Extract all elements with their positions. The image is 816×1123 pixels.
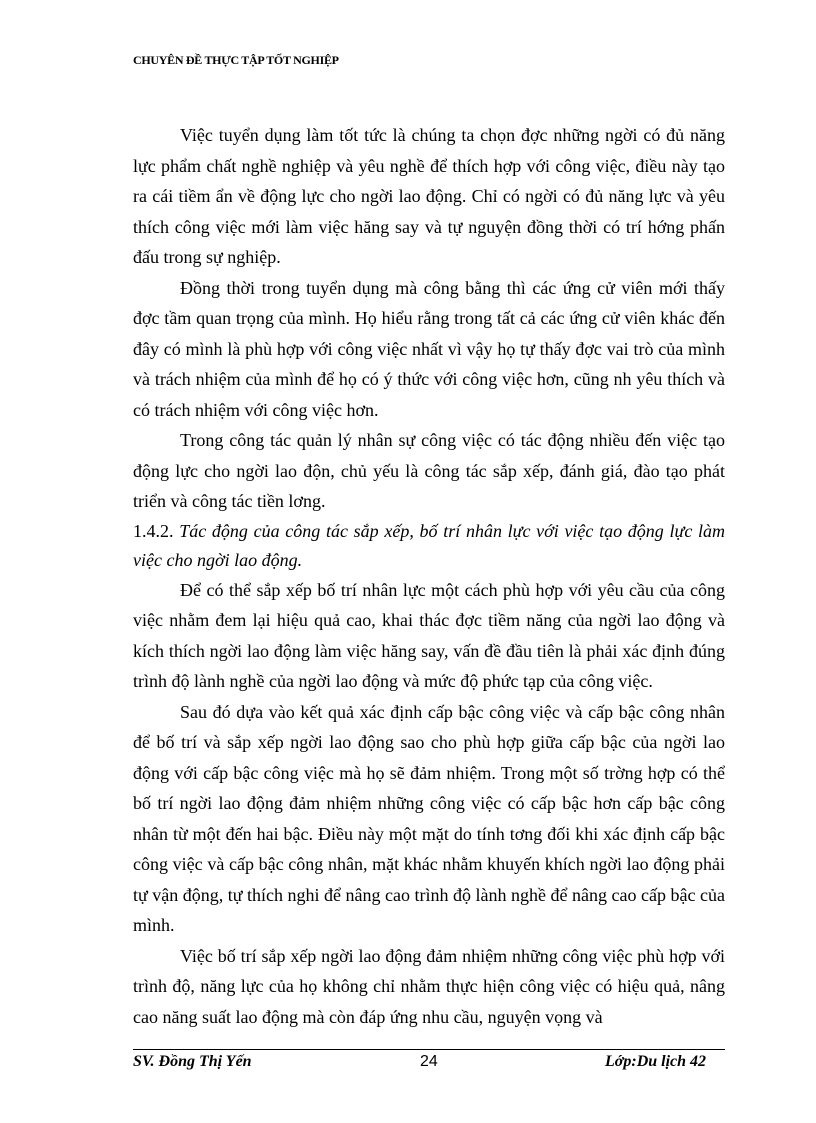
- paragraph: Đồng thời trong tuyển dụng mà công bằng thì các ứng cử viên mới thấy đợc tầm quan trọng của mình. Họ hiểu rằng trong tất cả các ứng cử viên khác đến đây có mình là phù hợp với công việc nhất vì vậy họ tự thấy đợc vai trò của mình và trách nhiệm của mình để họ có ý thức với công việc hơn, cũng nh yêu thích và có trách nhiệm với công việc hơn.: [133, 277, 725, 420]
- document-body: [133, 120, 725, 1032]
- footer-divider: [133, 1049, 725, 1050]
- paragraph: Trong công tác quản lý nhân sự công việc có tác động nhiều đến việc tạo động lực cho ngời lao độn, chủ yếu là công tác sắp xếp, đánh giá, đào tạo phát triển và công tác tiền lơng.: [133, 430, 725, 511]
- paragraph: Sau đó dựa vào kết quả xác định cấp bậc công việc và cấp bậc công nhân để bố trí và sắp xếp ngời lao động sao cho phù hợp giữa cấp bậc của ngời lao động với cấp bậc công việc mà họ sẽ đảm nhiệm. Trong một số trờng hợp có thể bố trí ngời lao động đảm nhiệm những công việc có cấp bậc hơn cấp bậc công nhân từ một đến hai bậc. Điều này một mặt do tính tơng đối khi xác định cấp bậc công việc và cấp bậc công nhân, mặt khác nhằm khuyến khích ngời lao động phải tự vận động, tự thích nghi để nâng cao trình độ lành nghề để nâng cao cấp bậc của mình.: [133, 701, 725, 935]
- paragraph: Để có thể sắp xếp bố trí nhân lực một cách phù hợp với yêu cầu của công việc nhằm đem lại hiệu quả cao, khai thác đợc tiềm năng của ngời lao động và kích thích ngời lao động làm việc hăng say, vấn đề đầu tiên là phải xác định đúng trình độ lành nghề của ngời lao động và mức độ phức tạp của công việc.: [133, 579, 725, 691]
- footer-author: SV. Đồng Thị Yến: [133, 1053, 252, 1070]
- page-header: CHUYÊN ĐỀ THỰC TẬP TỐT NGHIỆP: [133, 53, 339, 67]
- page-number: 24: [420, 1053, 438, 1070]
- section-heading: [133, 517, 725, 575]
- paragraph: Việc tuyển dụng làm tốt tức là chúng ta chọn đợc những ngời có đủ năng lực phẩm chất nghề nghiệp và yêu nghề để thích hợp với công việc, điều này tạo ra cái tiềm ẩn về động lực cho ngời lao động. Chỉ có ngời có đủ năng lực và yêu thích công việc mới làm việc hăng say và tự nguyện đồng thời có trí hớng phấn đấu trong sự nghiệp.: [133, 125, 725, 267]
- section-title: Tác động của công tác sắp xếp, bố trí nhân lực với việc tạo động lực làm việc cho ngời lao động.: [133, 520, 726, 570]
- section-number: 1.4.2.: [133, 520, 174, 541]
- paragraph: Việc bố trí sắp xếp ngời lao động đảm nhiệm những công việc phù hợp với trình độ, năng lực của họ không chỉ nhằm thực hiện công việc có hiệu quả, nâng cao năng suất lao động mà còn đáp ứng nhu cầu, nguyện vọng và: [133, 945, 725, 1027]
- footer-class: Lớp:Du lịch 42: [605, 1053, 707, 1070]
